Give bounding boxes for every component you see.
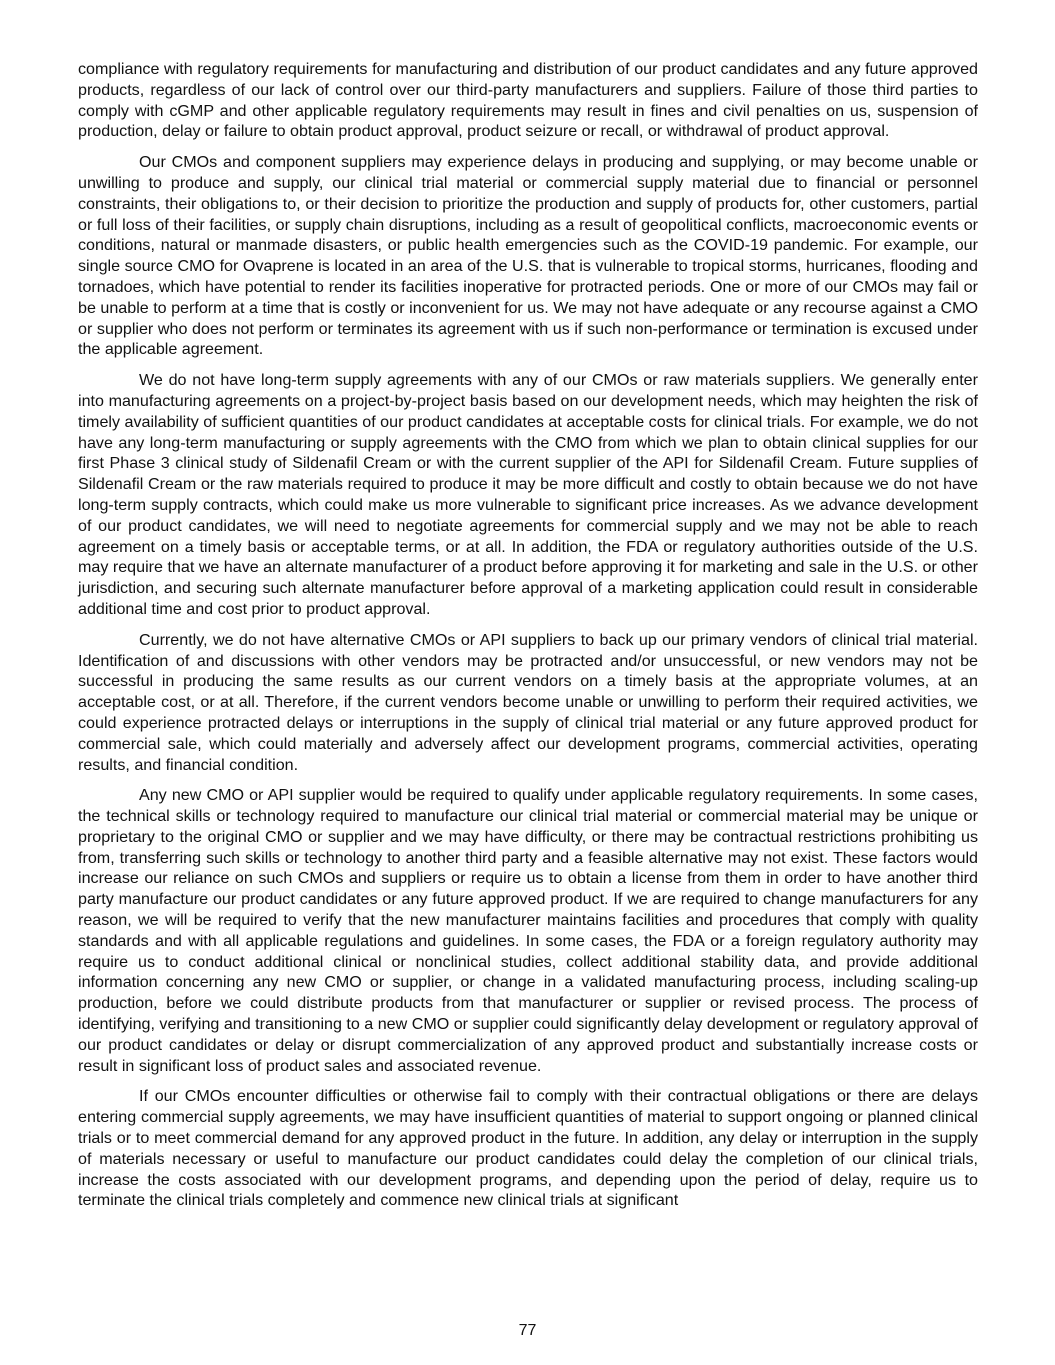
paragraph-cmo-delays: Our CMOs and component suppliers may experience delays in producing and supplying, or may become unable or unwilling to produce and supply, our clinical trial material or commercial supply material due to financial or personnel constraints, their obligations to, or their decision to prioritize the production and supply of products for, other customers, partial or full loss of their facilities, or supply chain disruptions, including as a result of geopolitical conflicts, macroeconomic events or conditions, natural or manmade disasters, or public health emergencies such as the COVID-19 pandemic. For example, our single source CMO for Ovaprene is located in an area of the U.S. that is vulnerable to tropical storms, hurricanes, flooding and tornadoes, which have potential to render its facilities inoperative for protracted periods. One or more of our CMOs may fail or be unable to perform at a time that is costly or inconvenient for us. We may not have adequate or any recourse against a CMO or supplier who does not perform or terminates its agreement with us if such non-performance or termination is excused under the applicable agreement. bbox=[78, 153, 978, 359]
paragraph-new-cmo-qualification: Any new CMO or API supplier would be required to qualify under applicable regulatory requirements. In some cases, the technical skills or technology required to manufacture our clinical trial material or commercial material may be unique or proprietary to the original CMO or supplier and we may have difficulty, or there may be contractual restrictions prohibiting us from, transferring such skills or technology to another third party and a feasible alternative may not exist. These factors would increase our reliance on such CMOs and suppliers or require us to obtain a license from them in order to have another third party manufacture our product candidates or any future approved product. If we are required to change manufacturers for any reason, we will be required to verify that the new manufacturer maintains facilities and procedures that comply with quality standards and with all applicable regulations and guidelines. In some cases, the FDA or a foreign regulatory authority may require us to conduct additional clinical or nonclinical studies, collect additional stability data, and provide additional information concerning any new CMO or supplier, or change in a validated manufacturing process, including scaling-up production, before we could distribute products from that manufacturer or supplier or revised process. The process of identifying, verifying and transitioning to a new CMO or supplier could significantly delay development or regulatory approval of our product candidates or delay or disrupt commercialization of any approved product and substantially increase costs or result in significant loss of product sales and associated revenue. bbox=[78, 786, 978, 1075]
paragraph-continuation: compliance with regulatory requirements for manufacturing and distribution of our product candidates and any future approved products, regardless of our lack of control over our third-party manufacturers and suppliers. Failure of those third parties to comply with cGMP and other applicable regulatory requirements may result in fines and civil penalties on us, suspension of production, delay or failure to obtain product approval, product seizure or recall, or withdrawal of product approval. bbox=[78, 60, 978, 141]
paragraph-supply-agreements: We do not have long-term supply agreements with any of our CMOs or raw materials suppliers. We generally enter into manufacturing agreements on a project-by-project basis based on our development needs, which may heighten the risk of timely availability of sufficient quantities of our product candidates at acceptable costs for clinical trials. For example, we do not have any long-term manufacturing or supply agreements with the CMO from which we plan to obtain clinical supplies for our first Phase 3 clinical study of Sildenafil Cream or with the current supplier of the API for Sildenafil Cream. Future supplies of Sildenafil Cream or the raw materials required to produce it may be more difficult and costly to obtain because we do not have long-term supply contracts, which could make us more vulnerable to significant price increases. As we advance development of our product candidates, we will need to negotiate agreements for commercial supply and we may not be able to reach agreement on a timely basis or acceptable terms, or at all. In addition, the FDA or regulatory authorities outside of the U.S. may require that we have an alternate manufacturer of a product before approving it for marketing and sale in the U.S. or other jurisdiction, and securing such alternate manufacturer before approval of a marketing application could result in considerable additional time and cost prior to product approval. bbox=[78, 371, 978, 618]
page-number: 77 bbox=[518, 1322, 537, 1339]
paragraph-alternative-cmos: Currently, we do not have alternative CMOs or API suppliers to back up our primary vendors of clinical trial material. Identification of and discussions with other vendors may be protracted and/or unsuccessful, or new vendors may not be successful in producing the same results as our current vendors on a timely basis at the appropriate volumes, at an acceptable cost, or at all. Therefore, if the current vendors become unable or unwilling to perform their required activities, we could experience protracted delays or interruptions in the supply of clinical trial material or any future approved product for commercial sale, which could materially and adversely affect our development programs, commercial activities, operating results, and financial condition. bbox=[78, 630, 978, 774]
document-body bbox=[78, 59, 978, 1211]
paragraph-cmo-difficulties: If our CMOs encounter difficulties or otherwise fail to comply with their contractual obligations or there are delays entering commercial supply agreements, we may have insufficient quantities of material to support ongoing or planned clinical trials or to meet commercial demand for any approved product in the future. In addition, any delay or interruption in the supply of materials necessary or useful to manufacture our product candidates could delay the completion of our clinical trials, increase the costs associated with our development programs, and depending upon the period of delay, require us to terminate the clinical trials completely and commence new clinical trials at significant bbox=[78, 1087, 978, 1210]
